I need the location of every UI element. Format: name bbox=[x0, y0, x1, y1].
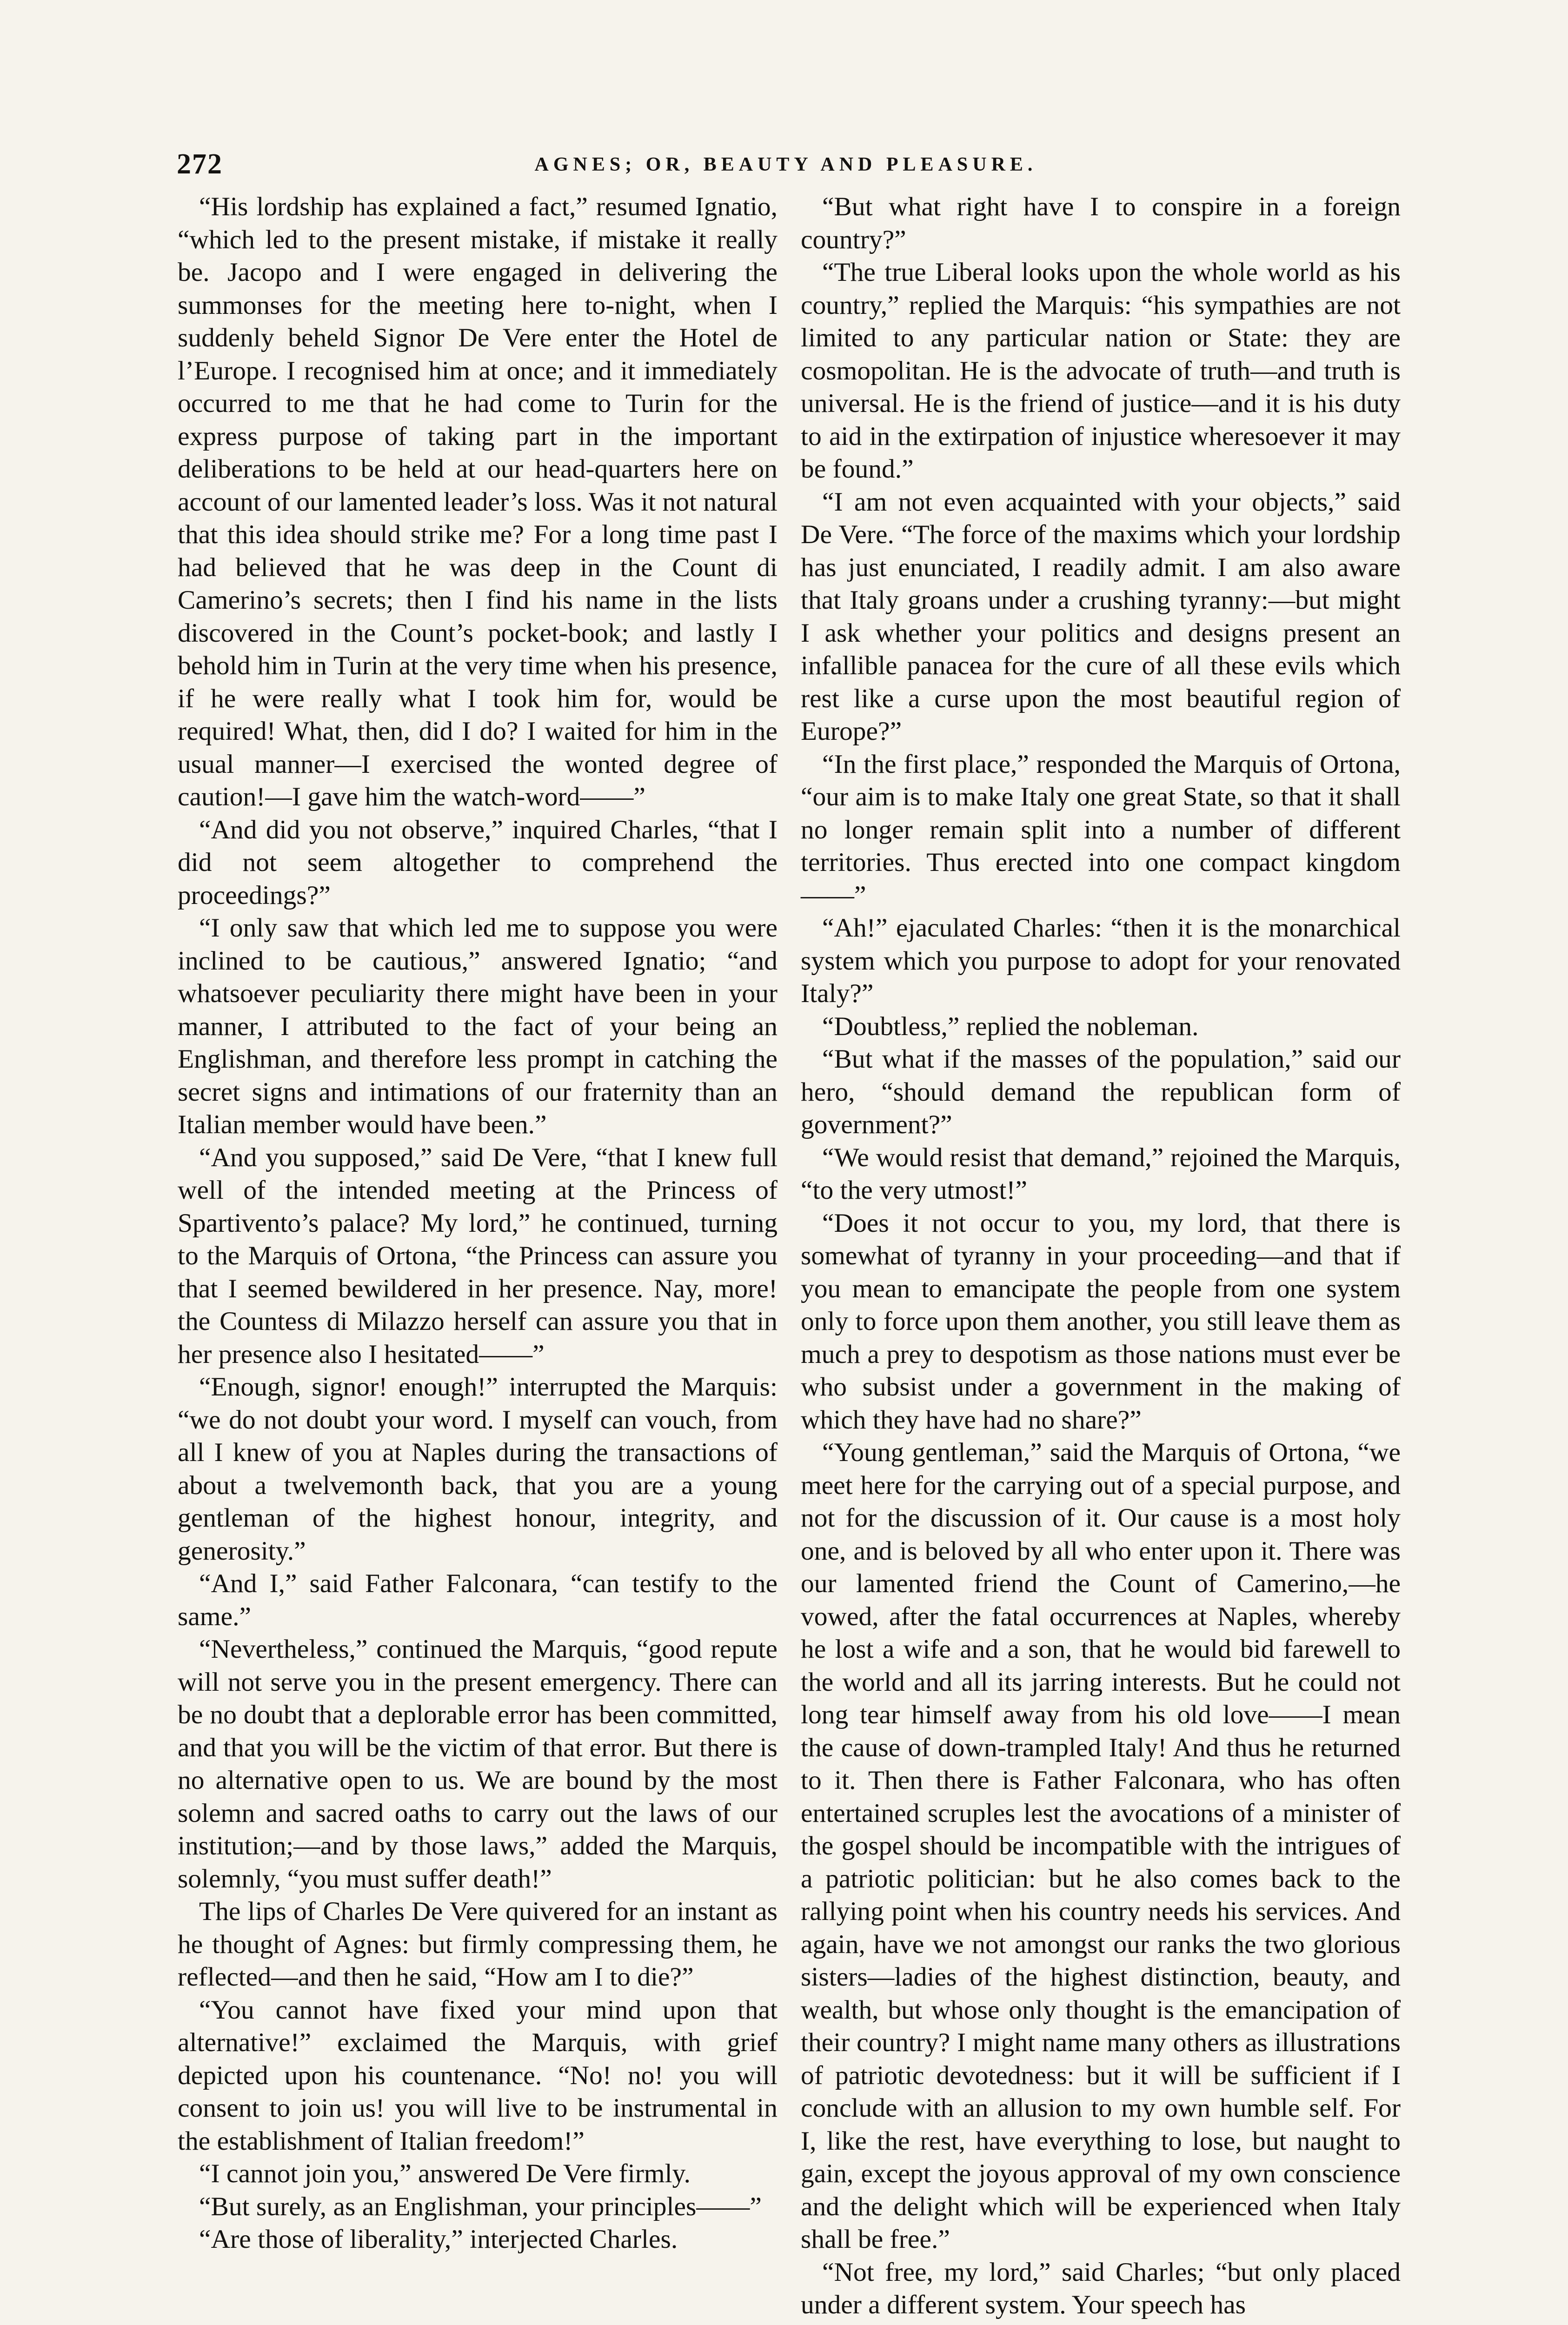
right-text-column bbox=[801, 191, 1401, 2322]
paragraph: “In the first place,” responded the Marquis of Ortona, “our aim is to make Italy one great State, so that it shall no longer remain split into a number of different territories. Thus erected into one compact kingdom——” bbox=[801, 749, 1401, 910]
paragraph: “Not free, my lord,” said Charles; “but only placed under a different system. Your speech has bbox=[801, 2257, 1401, 2319]
paragraph: “You cannot have fixed your mind upon that alternative!” exclaimed the Marquis, with grief depicted upon his countenance. “No! no! you will consent to join us! you will live to be instrumental in the establishment of Italian freedom!” bbox=[178, 1995, 777, 2156]
paragraph: “And did you not observe,” inquired Charles, “that I did not seem altogether to comprehend the proceedings?” bbox=[178, 815, 777, 910]
paragraph: “And I,” said Father Falconara, “can testify to the same.” bbox=[178, 1569, 777, 1631]
paragraph: The lips of Charles De Vere quivered for an instant as he thought of Agnes: but firmly compressing them, he reflected—and then he said, “How am I to die?” bbox=[178, 1897, 777, 1992]
paragraph: “Are those of liberality,” interjected Charles. bbox=[199, 2225, 678, 2254]
paragraph: “Doubtless,” replied the nobleman. bbox=[822, 1011, 1199, 1041]
page-header bbox=[177, 148, 1395, 185]
paragraph: “I cannot join you,” answered De Vere firmly. bbox=[199, 2159, 691, 2188]
paragraph: “But surely, as an Englishman, your principles——” bbox=[199, 2192, 762, 2221]
running-title: AGNES; OR, BEAUTY AND PLEASURE. bbox=[534, 154, 1037, 175]
paragraph: “Young gentleman,” said the Marquis of Ortona, “we meet here for the carrying out of a special purpose, and not for the discussion of it. Our cause is a most holy one, and is beloved by all who enter upon it. There was our lamented friend the Count of Camerino,—he vowed, after the fatal occurrences at Naples, whereby he lost a wife and a son, that he would bid farewell to the world and all its jarring interests. But he could not long tear himself away from his old love——I mean the cause of down-trampled Italy! And thus he returned to it. Then there is Father Falconara, who has often entertained scruples lest the avocations of a minister of the gospel should be incompatible with the intrigues of a patriotic politician: but he also comes back to the rallying point when his country needs his services. And again, have we not amongst our ranks the two glorious sisters—ladies of the highest distinction, beauty, and wealth, but whose only thought is the emancipation of their country? I might name many others as illustrations of patriotic devotedness: but it will be sufficient if I conclude with an allusion to my own humble self. For I, like the rest, have everything to lose, but naught to gain, except the joyous approval of my own conscience and the delight which will be experienced when Italy shall be free.” bbox=[801, 1438, 1401, 2254]
paragraph: “His lordship has explained a fact,” resumed Ignatio, “which led to the present mistake, if mistake it really be. Jacopo and I were engaged in delivering the summonses for the meeting here to-night, when I suddenly beheld Signor De Vere enter the Hotel de l’Europe. I recognised him at once; and it immediately occurred to me that he had come to Turin for the express purpose of taking part in the important deliberations to be held at our head-quarters here on account of our lamented leader’s loss. Was it not natural that this idea should strike me? For a long time past I had believed that he was deep in the Count di Camerino’s secrets; then I find his name in the lists discovered in the Count’s pocket-book; and lastly I behold him in Turin at the very time when his presence, if he were really what I took him for, would be required! What, then, did I do? I waited for him in the usual manner—I exercised the wonted degree of caution!—I gave him the watch-word——” bbox=[178, 192, 777, 811]
paragraph: “But what if the masses of the population,” said our hero, “should demand the republican form of government?” bbox=[801, 1044, 1401, 1139]
paragraph: “Nevertheless,” continued the Marquis, “good repute will not serve you in the present emergency. There can be no doubt that a deplorable error has been committed, and that you will be the victim of that error. But there is no alternative open to us. We are bound by the most solemn and sacred oaths to carry out the laws of our institution;—and by those laws,” added the Marquis, solemnly, “you must suffer death!” bbox=[178, 1634, 777, 1893]
paragraph: “The true Liberal looks upon the whole world as his country,” replied the Marquis: “his sympathies are not limited to any particular nation or State: they are cosmopolitan. He is the advocate of truth—and truth is universal. He is the friend of justice—and it is his duty to aid in the extirpation of injustice wheresoever it may be found.” bbox=[801, 258, 1401, 484]
paragraph: “But what right have I to conspire in a foreign country?” bbox=[801, 192, 1401, 254]
paragraph: “Enough, signor! enough!” interrupted the Marquis: “we do not doubt your word. I myself can vouch, from all I knew of you at Naples during the transactions of about a twelvemonth back, that you are a young gentleman of the highest honour, integrity, and generosity.” bbox=[178, 1372, 777, 1566]
paragraph: “And you supposed,” said De Vere, “that I knew full well of the intended meeting at the Princess of Spartivento’s palace? My lord,” he continued, turning to the Marquis of Ortona, “the Princess can assure you that I seemed bewildered in her presence. Nay, more! the Countess di Milazzo herself can assure you that in her presence also I hesitated——” bbox=[178, 1143, 777, 1369]
paragraph: “Ah!” ejaculated Charles: “then it is the monarchical system which you purpose to adopt for your renovated Italy?” bbox=[801, 913, 1401, 1008]
paragraph: “I only saw that which led me to suppose you were inclined to be cautious,” answered Ignatio; “and whatsoever peculiarity there might have been in your manner, I attributed to the fact of your being an Englishman, and therefore less prompt in catching the secret signs and intimations of our fraternity than an Italian member would have been.” bbox=[178, 913, 777, 1139]
left-text-column bbox=[178, 191, 777, 2256]
paragraph: “Does it not occur to you, my lord, that there is somewhat of tyranny in your proceeding—and that if you mean to emancipate the people from one system only to force upon them another, you still leave them as much a prey to despotism as those nations must ever be who subsist under a government in the making of which they have had no share?” bbox=[801, 1208, 1401, 1435]
paragraph: “I am not even acquainted with your objects,” said De Vere. “The force of the maxims which your lordship has just enunciated, I readily admit. I am also aware that Italy groans under a crushing tyranny:—but might I ask whether your politics and designs present an infallible panacea for the cure of all these evils which rest like a curse upon the most beautiful region of Europe?” bbox=[801, 487, 1401, 746]
page-number: 272 bbox=[177, 148, 223, 180]
paragraph: “We would resist that demand,” rejoined the Marquis, “to the very utmost!” bbox=[801, 1143, 1401, 1205]
